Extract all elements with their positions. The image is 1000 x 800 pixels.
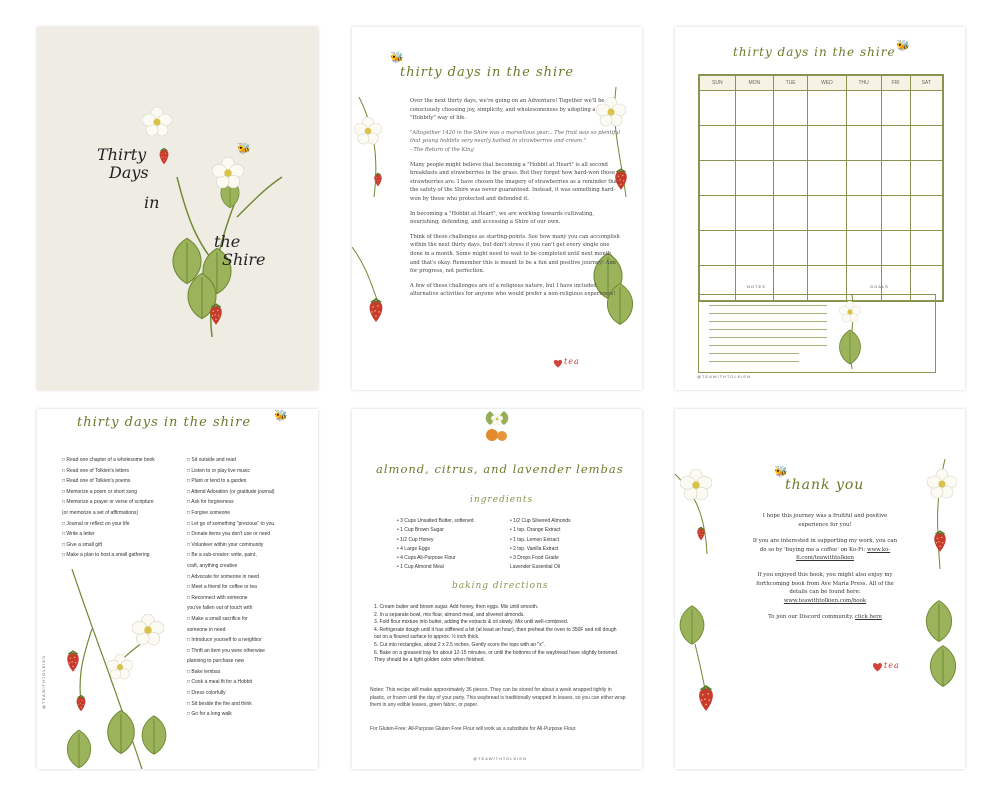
thank-you-body bbox=[750, 512, 900, 630]
note-line bbox=[709, 313, 827, 314]
day-header: TUE bbox=[774, 76, 808, 91]
book-link[interactable]: www.teawithtolkien.com/book bbox=[783, 597, 867, 604]
challenge-item[interactable]: □ Introduce yourself to a neighbor bbox=[187, 637, 262, 644]
kofi-link[interactable]: www.ko-fi.com/teawithtolkien bbox=[796, 546, 891, 562]
challenge-list-right bbox=[187, 455, 275, 720]
challenge-item[interactable]: □ Thrift an item you were otherwise bbox=[187, 647, 265, 654]
ingredient-item: • 1 tsp. Orange Extract bbox=[510, 527, 561, 534]
cover-title-line5: Shire bbox=[222, 250, 266, 269]
direction-step: 6. Bake on a greased tray for about 12-15 minutes, or until the bottoms of the waybread have slightly browned. They should be a light golden color when finished. bbox=[374, 649, 619, 664]
calendar-cell[interactable] bbox=[808, 231, 846, 266]
calendar-cell[interactable] bbox=[808, 161, 846, 196]
calendar-cell[interactable] bbox=[774, 231, 808, 266]
ingredient-item: • 3 Drops Food Grade bbox=[510, 555, 559, 562]
calendar-cell[interactable] bbox=[881, 231, 910, 266]
calendar-cell[interactable] bbox=[910, 126, 942, 161]
challenge-item[interactable]: □ Let go of something "precious" to you bbox=[187, 520, 275, 527]
strawberry-plant-illustration bbox=[52, 569, 182, 769]
bee-icon: 🐝 bbox=[390, 51, 404, 64]
challenge-item: planning to purchase new bbox=[187, 658, 244, 665]
bee-icon: 🐝 bbox=[237, 142, 251, 155]
discord-text: To join our Discord community, bbox=[768, 614, 854, 621]
discord-link[interactable]: click here bbox=[854, 614, 882, 621]
challenge-item[interactable]: □ Volunteer within your community bbox=[187, 541, 264, 548]
calendar-cell[interactable] bbox=[700, 161, 736, 196]
day-header: SUN bbox=[700, 76, 736, 91]
calendar-cell[interactable] bbox=[846, 126, 881, 161]
cover-title-line1: Thirty bbox=[97, 145, 147, 164]
challenge-item: craft, anything creative bbox=[187, 562, 238, 569]
calendar-cell[interactable] bbox=[881, 126, 910, 161]
strawberry-left bbox=[352, 247, 402, 327]
tea-logo: tea bbox=[564, 357, 580, 366]
challenge-item[interactable]: □ Cook a meal fit for a Hobbit bbox=[187, 679, 252, 686]
calendar-cell[interactable] bbox=[774, 126, 808, 161]
cover-page bbox=[37, 27, 318, 390]
note-line bbox=[709, 321, 827, 322]
calendar-cell[interactable] bbox=[808, 196, 846, 231]
challenge-item[interactable]: □ Attend Adoration (or gratitude journal) bbox=[187, 488, 275, 495]
bee-icon: 🐝 bbox=[896, 39, 910, 52]
recipe-notes: Notes: This recipe will make approximately 36 pieces. They can be stored for about a week wrapped tightly in plastic, or frozen until the day of your party. This waybread is traditionally wrapped in leaves, so you can either wrap them in any edible leaves, green fabric, or paper. bbox=[370, 687, 626, 709]
intro-title: thirty days in the shire bbox=[400, 65, 575, 80]
ingredient-item: • 4 Cups All-Purpose Flour bbox=[397, 555, 456, 562]
calendar-cell[interactable] bbox=[735, 196, 773, 231]
directions-list bbox=[374, 604, 624, 665]
challenge-item[interactable]: □ Advocate for someone in need bbox=[187, 573, 259, 580]
calendar-week-row bbox=[700, 91, 943, 126]
calendar-header-row bbox=[700, 76, 943, 91]
calendar-cell[interactable] bbox=[910, 196, 942, 231]
flower-branch-left bbox=[354, 97, 394, 197]
bee-icon: 🐝 bbox=[774, 465, 788, 478]
challenge-item[interactable]: □ Read one of Tolkien's poems bbox=[62, 478, 131, 485]
calendar-week-row bbox=[700, 231, 943, 266]
handle-text: @TEAWITHTOLKIEN bbox=[41, 655, 46, 709]
direction-step: 2. In a separate bowl, mix flour, almond meal, and slivered almonds. bbox=[374, 611, 525, 618]
orange-blossom-icon bbox=[482, 411, 512, 445]
ingredient-item: • 1 tsp. Lemon Extract bbox=[510, 536, 559, 543]
calendar-cell[interactable] bbox=[735, 231, 773, 266]
calendar-week-row bbox=[700, 196, 943, 231]
strawberry-left bbox=[675, 604, 735, 714]
calendar-cell[interactable] bbox=[700, 126, 736, 161]
calendar-cell[interactable] bbox=[846, 231, 881, 266]
challenge-item[interactable]: □ Journal or reflect on your life bbox=[62, 520, 130, 527]
challenge-item[interactable]: □ Sit outside and read bbox=[187, 457, 236, 463]
day-header: FRI bbox=[881, 76, 910, 91]
challenge-item[interactable]: □ Sit beside the fire and think bbox=[187, 700, 252, 707]
calendar-cell[interactable] bbox=[846, 161, 881, 196]
calendar-week-row bbox=[700, 126, 943, 161]
ingredient-item: • 3 Cups Unsalted Butter, softened bbox=[397, 518, 474, 524]
note-line bbox=[709, 329, 827, 330]
direction-step: 4. Refrigerate dough until it has stiffened a bit (at least an hour), then preheat the oven to 350F and roll dough out on a floured surface to approx. ½ inch thick. bbox=[374, 626, 617, 641]
calendar-grid bbox=[698, 74, 944, 302]
handle-text: @TEAWITHTOLKIEN bbox=[473, 756, 527, 761]
challenge-item[interactable]: □ Listen to or play live music bbox=[187, 467, 251, 474]
quote-text: "Altogether 1420 in the Shire was a marvellous year... The fruit was so plentiful that young hobbits very nearly bathed in strawberries and cream." bbox=[410, 129, 621, 145]
cover-title-line2: Days bbox=[109, 163, 149, 182]
thank-you-paragraph bbox=[750, 613, 900, 622]
cover-title-line4: the bbox=[214, 232, 241, 251]
calendar-cell[interactable] bbox=[774, 161, 808, 196]
intro-paragraph: In becoming a "Hobbit at Heart", we are working towards cultivating, nourishing, defending, and accessing a Shire of our own. bbox=[410, 210, 595, 226]
day-header: MON bbox=[735, 76, 773, 91]
challenge-item[interactable]: □ Meet a friend for coffee or tea bbox=[187, 584, 257, 591]
challenge-item[interactable]: □ Plant or tend to a garden bbox=[187, 478, 247, 485]
kofi-text: If you are interested in supporting my work, you can do so by 'buying me a coffee' on Ko-Fi: bbox=[752, 538, 898, 553]
challenge-item[interactable]: □ Make a small sacrifice for bbox=[187, 615, 248, 622]
ingredients-heading: ingredients bbox=[470, 495, 534, 505]
calendar-cell[interactable] bbox=[774, 196, 808, 231]
ingredients-list-right bbox=[510, 517, 571, 573]
challenge-item[interactable]: □ Memorize a prayer or verse of scripture bbox=[62, 499, 154, 506]
calendar-cell[interactable] bbox=[700, 231, 736, 266]
challenge-item[interactable]: □ Make a plan to host a small gathering bbox=[62, 552, 150, 559]
calendar-cell[interactable] bbox=[881, 91, 910, 126]
challenge-item[interactable]: □ Forgive someone bbox=[187, 509, 231, 516]
challenge-item[interactable]: □ Dress colorfully bbox=[187, 690, 226, 697]
calendar-cell[interactable] bbox=[910, 91, 942, 126]
book-text: If you enjoyed this book, you might also enjoy my forthcoming book from Ave Maria Press. All of the details can be found here: bbox=[756, 571, 894, 596]
calendar-cell[interactable] bbox=[774, 91, 808, 126]
calendar-cell[interactable] bbox=[700, 91, 736, 126]
day-header: WED bbox=[808, 76, 846, 91]
thank-you-paragraph bbox=[750, 571, 900, 605]
cover-title-line3: in bbox=[144, 193, 160, 212]
calendar-cell[interactable] bbox=[808, 91, 846, 126]
strawberry-plant-illustration bbox=[117, 97, 307, 357]
challenge-item[interactable]: □ Ask for forgiveness bbox=[187, 499, 234, 506]
gluten-free-note: For Gluten-Free: All-Purpose Gluten Free Flour will work as a substitute for All-Purpose Flour. bbox=[370, 726, 577, 732]
calendar-cell[interactable] bbox=[910, 161, 942, 196]
heart-icon bbox=[553, 359, 563, 368]
challenge-item[interactable]: □ Read one chapter of a wholesome book bbox=[62, 457, 155, 463]
leaves-right bbox=[915, 599, 965, 709]
intro-paragraph: Think of these challenges as starting-points. See how many you can accomplish within the next thirty days, but don't stress if you can't get every single one done in a month. Some might need to wait to be completed until next month, and that's okay. Remember this is meant to be a fun and positive journey! Aim for progress, not perfection. bbox=[410, 233, 620, 275]
challenge-item[interactable]: □ Memorize a poem or short song bbox=[62, 488, 137, 495]
calendar-cell[interactable] bbox=[846, 91, 881, 126]
challenge-item[interactable]: □ Be a sub-creator: write, paint, bbox=[187, 552, 257, 559]
calendar-title: thirty days in the shire bbox=[733, 45, 896, 59]
calendar-cell[interactable] bbox=[881, 161, 910, 196]
ingredient-item: • 4 Large Eggs bbox=[397, 545, 430, 552]
ingredient-item: • 1 Cup Almond Meal bbox=[397, 564, 444, 571]
direction-step: 1. Cream butter and brown sugar. Add honey, then eggs. Mix until smooth. bbox=[374, 604, 539, 610]
goals-label: GOALS bbox=[870, 284, 889, 289]
calendar-week-row bbox=[700, 161, 943, 196]
thank-you-paragraph bbox=[750, 537, 900, 563]
ingredients-list-left bbox=[397, 517, 474, 573]
challenge-item[interactable]: □ Write a letter bbox=[62, 531, 95, 538]
thank-you-title: thank you bbox=[785, 477, 865, 493]
flower-branch-right bbox=[905, 459, 965, 569]
challenge-item[interactable]: □ Reconnect with someone bbox=[187, 594, 248, 601]
recipe-page bbox=[352, 409, 642, 769]
note-line bbox=[709, 361, 799, 362]
challenge-item: (or memorize a set of affirmations) bbox=[62, 509, 139, 516]
note-line bbox=[709, 353, 799, 354]
directions-heading: baking directions bbox=[452, 581, 549, 591]
calendar-cell[interactable] bbox=[808, 126, 846, 161]
intro-body bbox=[410, 97, 622, 305]
flower-illustration bbox=[827, 289, 877, 369]
day-header: SAT bbox=[910, 76, 942, 91]
intro-paragraph: Over the next thirty days, we're going on an Adventure! Together we'll be consciously choosing joy, simplicity, and wholesomeness by adopting a "Hobbity" way of life. bbox=[410, 98, 605, 122]
calendar-cell[interactable] bbox=[846, 196, 881, 231]
thank-you-paragraph: I hope this journey was a fruitful and positive experience for you! bbox=[762, 513, 888, 528]
ingredient-item: • 2 tsp. Vanilla Extract bbox=[510, 545, 559, 552]
challenge-item[interactable]: □ Donate items you don't use or need bbox=[187, 531, 271, 538]
challenges-page bbox=[37, 409, 318, 769]
calendar-cell[interactable] bbox=[700, 196, 736, 231]
day-header: THU bbox=[846, 76, 881, 91]
ingredient-item: • 1/2 Cup Honey bbox=[397, 536, 434, 543]
calendar-page bbox=[675, 27, 965, 390]
challenge-list-left bbox=[62, 455, 155, 561]
tea-logo: tea bbox=[884, 661, 900, 670]
calendar-cell[interactable] bbox=[735, 161, 773, 196]
quote-source: - The Return of the King bbox=[410, 146, 474, 153]
intro-page bbox=[352, 27, 642, 390]
note-line bbox=[709, 345, 827, 346]
challenge-item[interactable]: □ Read one of Tolkien's letters bbox=[62, 467, 129, 474]
challenge-item: you've fallen out of touch with bbox=[187, 605, 253, 612]
calendar-cell[interactable] bbox=[881, 196, 910, 231]
direction-step: 3. Fold flour mixture into butter, adding the extracts & oil slowly. Mix until well-combined. bbox=[374, 619, 569, 626]
ingredient-item: Lavender Essential Oil bbox=[510, 564, 561, 571]
bee-icon: 🐝 bbox=[274, 409, 288, 422]
calendar-cell[interactable] bbox=[735, 91, 773, 126]
ingredient-item: • 1 Cup Brown Sugar bbox=[397, 527, 444, 534]
recipe-title: almond, citrus, and lavender lembas bbox=[376, 462, 624, 476]
challenge-item[interactable]: □ Go for a long walk bbox=[187, 711, 232, 718]
note-line bbox=[709, 305, 827, 306]
flower-branch-left bbox=[675, 464, 745, 554]
heart-icon bbox=[872, 662, 883, 672]
direction-step: 5. Cut into rectangles, about 2 x 2.5 inches. Gently score the tops with an "x". bbox=[374, 641, 545, 648]
thank-you-page bbox=[675, 409, 965, 769]
challenge-item[interactable]: □ Bake lembas bbox=[187, 668, 221, 675]
handle-text: @TEAWITHTOLKIEN bbox=[697, 374, 751, 379]
intro-quote bbox=[410, 129, 622, 155]
intro-paragraph: A few of these challenges are of a religious nature, but I have included alternative activities for anyone who would prefer a non-religious experience! bbox=[410, 282, 616, 298]
notes-label: NOTES bbox=[747, 284, 766, 289]
ingredient-item: • 1/2 Cup Slivered Almonds bbox=[510, 518, 571, 524]
intro-paragraph: Many people might believe that becoming a "Hobbit at Heart" is all second breakfasts and strawberries in the grass. But they forget how hard-won those strawberries are. I have chosen the imagery of strawberries as a reminder that the safety of the Shire was never guaranteed. Instead, it was something hard-won by those who protected and defended it. bbox=[410, 161, 619, 202]
notes-box[interactable] bbox=[698, 294, 936, 373]
calendar-cell[interactable] bbox=[910, 231, 942, 266]
note-line bbox=[709, 337, 827, 338]
challenge-item[interactable]: □ Give a small gift bbox=[62, 541, 102, 548]
calendar-cell[interactable] bbox=[735, 126, 773, 161]
challenge-item: someone in need bbox=[187, 626, 226, 633]
challenges-title: thirty days in the shire bbox=[77, 415, 252, 430]
